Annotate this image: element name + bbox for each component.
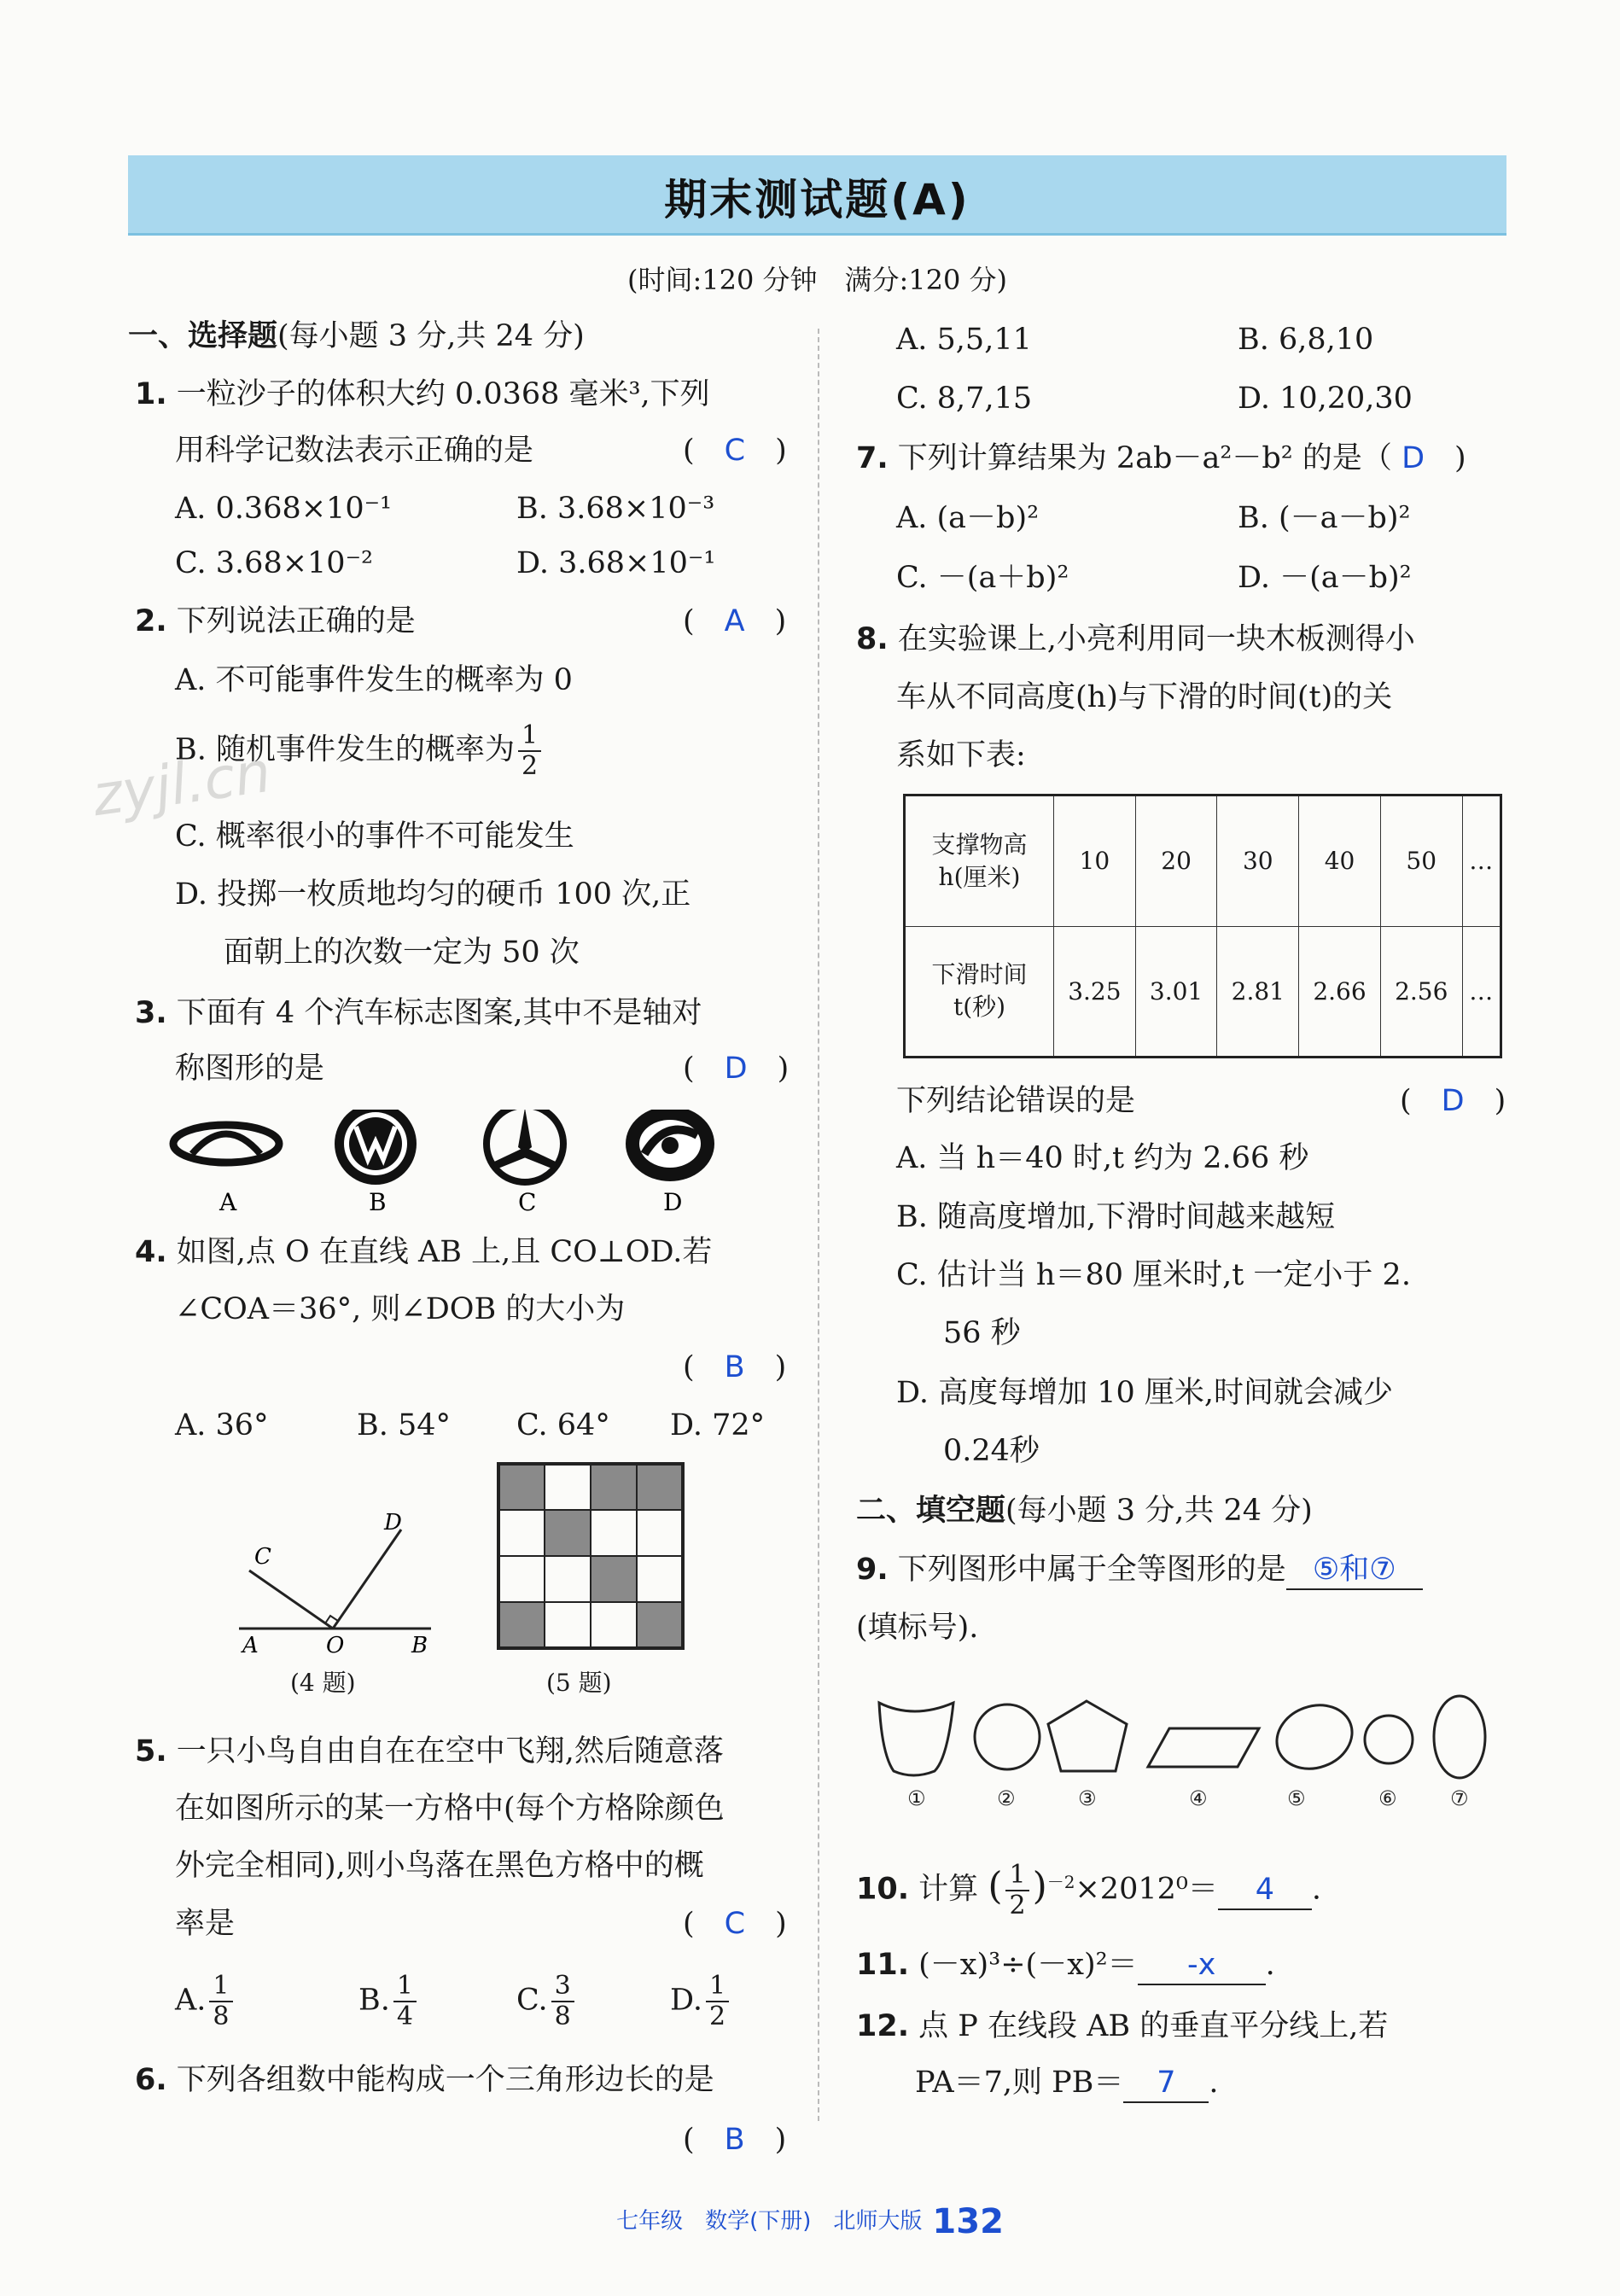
title-banner [128, 155, 1506, 236]
q7-option-d: D. －(a－b)² [1238, 561, 1412, 595]
q4-answer: ( B ) [683, 1350, 787, 1384]
q5-answer: ( C ) [683, 1907, 787, 1941]
q4-stem-2: ∠COA＝36°, 则∠DOB 的大小为 [175, 1292, 626, 1326]
q5-stem-2: 在如图所示的某一方格中(每个方格除颜色 [175, 1792, 725, 1826]
q8-stem-2: 车从不同高度(h)与下滑的时间(t)的关 [896, 680, 1393, 714]
car-logos-figure [166, 1110, 730, 1221]
q3-stem-2: 称图形的是 [175, 1052, 325, 1086]
q6-answer: ( B ) [683, 2123, 787, 2157]
table-row: 下滑时间 t(秒) 3.25 3.01 2.81 2.66 2.56 … [905, 926, 1501, 1058]
q7-option-b: B. (－a－b)² [1238, 501, 1411, 535]
svg-text:⑥: ⑥ [1378, 1786, 1397, 1809]
page-footer: 七年级 数学(下册) 北师大版 132 [616, 2202, 1004, 2241]
q8-option-b: B. 随高度增加,下滑时间越来越短 [896, 1200, 1336, 1234]
shape-1 [879, 1703, 953, 1775]
shapes-figure [875, 1686, 1506, 1809]
shape-7 [1434, 1696, 1485, 1778]
q3-answer: ( D ) [683, 1052, 790, 1086]
svg-text:②: ② [997, 1786, 1016, 1809]
table-row: 支撑物高 h(厘米) 10 20 30 40 50 … [905, 795, 1501, 927]
shape-3 [1048, 1701, 1127, 1771]
data-table [903, 794, 1502, 1058]
logo-c [487, 1110, 563, 1182]
q2-option-c: C. 概率很小的事件不可能发生 [175, 819, 574, 854]
svg-text:C: C [254, 1544, 271, 1570]
logo-label-c: C [518, 1188, 537, 1216]
logo-b [335, 1110, 417, 1185]
q6-option-d: D. 10,20,30 [1238, 382, 1413, 416]
q2-option-b: B. 随机事件发生的概率为 $\frac{1}{2}$ [175, 721, 545, 781]
shape-5 [1267, 1695, 1361, 1779]
q1-stem-2: 用科学记数法表示正确的是 [175, 434, 534, 468]
q9-stem-2: (填标号). [856, 1611, 979, 1645]
q2-answer: ( A ) [683, 604, 787, 638]
grid-figure [497, 1462, 685, 1650]
q4-stem: 4. 如图,点 O 在直线 AB 上,且 CO⊥OD.若 [135, 1235, 713, 1269]
svg-text:B: B [411, 1633, 428, 1656]
logo-label-a: A [219, 1188, 237, 1216]
column-divider [818, 329, 819, 2121]
q8-option-c-2: 56 秒 [943, 1316, 1021, 1350]
q1-stem: 1. 一粒沙子的体积大约 0.0368 毫米³,下列 [135, 377, 710, 411]
q8-question: 下列结论错误的是 [896, 1084, 1136, 1118]
shape-4 [1148, 1728, 1259, 1767]
q10-stem: 10. 计算 ( $\frac{1}{2}$ )$^{-2}$×2012⁰＝ 4 . [856, 1860, 1322, 1920]
q8-stem: 8. 在实验课上,小亮利用同一块木板测得小 [856, 622, 1415, 656]
logo-label-d: D [663, 1188, 683, 1216]
q6-option-a: A. 5,5,11 [896, 323, 1032, 357]
q8-option-a: A. 当 h＝40 时,t 约为 2.66 秒 [896, 1141, 1309, 1175]
q7-option-a: A. (a－b)² [896, 501, 1040, 535]
q4-option-b: B. 54° [357, 1408, 452, 1442]
section-1-heading: 一、选择题(每小题 3 分,共 24 分) [128, 319, 585, 353]
q5-stem-3: 外完全相同),则小鸟落在黑色方格中的概 [175, 1849, 704, 1883]
q8-answer: ( D ) [1400, 1084, 1506, 1118]
q11-stem: 11. (－x)³÷(－x)²＝ -x . [856, 1946, 1275, 1985]
q2-option-a: A. 不可能事件发生的概率为 0 [175, 663, 573, 697]
svg-text:⑤: ⑤ [1287, 1786, 1306, 1809]
q6-option-b: B. 6,8,10 [1238, 323, 1374, 357]
q4-option-c: C. 64° [516, 1408, 610, 1442]
q9-stem: 9. 下列图形中属于全等图形的是 ⑤和⑦ [856, 1551, 1423, 1590]
q12-stem: 12. 点 P 在线段 AB 的垂直平分线上,若 [856, 2009, 1389, 2043]
q1-option-b: B. 3.68×10⁻³ [516, 492, 715, 526]
q6-stem: 6. 下列各组数中能构成一个三角形边长的是 [135, 2063, 714, 2097]
logo-label-b: B [369, 1188, 387, 1216]
q7-stem: 7. 下列计算结果为 2ab－a²－b² 的是（ D ) [856, 441, 1466, 475]
q8-stem-3: 系如下表: [896, 738, 1026, 772]
q8-option-c: C. 估计当 h＝80 厘米时,t 一定小于 2. [896, 1258, 1411, 1292]
q4-option-a: A. 36° [175, 1408, 269, 1442]
q8-option-d-2: 0.24秒 [943, 1434, 1040, 1468]
page-number: 132 [932, 2202, 1004, 2241]
q9-blank: ⑤和⑦ [1286, 1551, 1423, 1590]
q12-blank: 7 [1123, 2064, 1209, 2103]
logo-a [173, 1125, 279, 1163]
svg-text:④: ④ [1189, 1786, 1208, 1809]
q5-stem-4: 率是 [175, 1907, 236, 1941]
q2-stem: 2. 下列说法正确的是 [135, 604, 416, 638]
q1-answer: ( C ) [683, 434, 787, 468]
q6-option-c: C. 8,7,15 [896, 382, 1033, 416]
svg-text:D: D [384, 1511, 402, 1536]
svg-text:A: A [242, 1633, 259, 1656]
q4-option-d: D. 72° [670, 1408, 766, 1442]
angle-figure [230, 1511, 444, 1656]
q12-stem-2: PA＝7,则 PB＝ 7 . [915, 2064, 1219, 2103]
svg-text:①: ① [907, 1786, 926, 1809]
q3-stem: 3. 下面有 4 个汽车标志图案,其中不是轴对 [135, 996, 702, 1030]
q2-option-d: D. 投掷一枚质地均匀的硬币 100 次,正 [175, 877, 691, 912]
svg-text:③: ③ [1078, 1786, 1097, 1809]
q5-option-d: D. $\frac{1}{2}$ [670, 1972, 732, 2031]
page-title: 期末测试题(A) [664, 175, 970, 224]
q11-blank: -x [1138, 1946, 1266, 1985]
q5-option-c: C. $\frac{3}{8}$ [516, 1972, 578, 2031]
q5-stem: 5. 一只小鸟自由自在在空中飞翔,然后随意落 [135, 1734, 724, 1769]
section-2-heading: 二、填空题(每小题 3 分,共 24 分) [856, 1494, 1313, 1528]
q7-option-c: C. －(a＋b)² [896, 561, 1069, 595]
q1-option-c: C. 3.68×10⁻² [175, 546, 374, 580]
exam-info: (时间:120 分钟 满分:120 分) [626, 264, 1008, 296]
shape-2 [975, 1705, 1040, 1769]
shape-6 [1365, 1716, 1413, 1763]
logo-d [626, 1110, 714, 1181]
q1-option-a: A. 0.368×10⁻¹ [175, 492, 393, 526]
fig4-caption: (4 题) [290, 1669, 356, 1697]
q1-option-d: D. 3.68×10⁻¹ [516, 546, 716, 580]
q10-blank: 4 [1218, 1871, 1312, 1910]
q8-option-d: D. 高度每增加 10 厘米,时间就会减少 [896, 1376, 1393, 1410]
watermark: zyjl.cn [88, 738, 275, 830]
svg-text:⑦: ⑦ [1450, 1786, 1469, 1809]
fig5-caption: (5 题) [546, 1669, 612, 1697]
svg-text:O: O [326, 1633, 345, 1656]
q5-option-a: A. $\frac{1}{8}$ [175, 1972, 236, 2031]
q2-option-d-2: 面朝上的次数一定为 50 次 [224, 935, 580, 970]
q5-option-b: B. $\frac{1}{4}$ [358, 1972, 420, 2031]
